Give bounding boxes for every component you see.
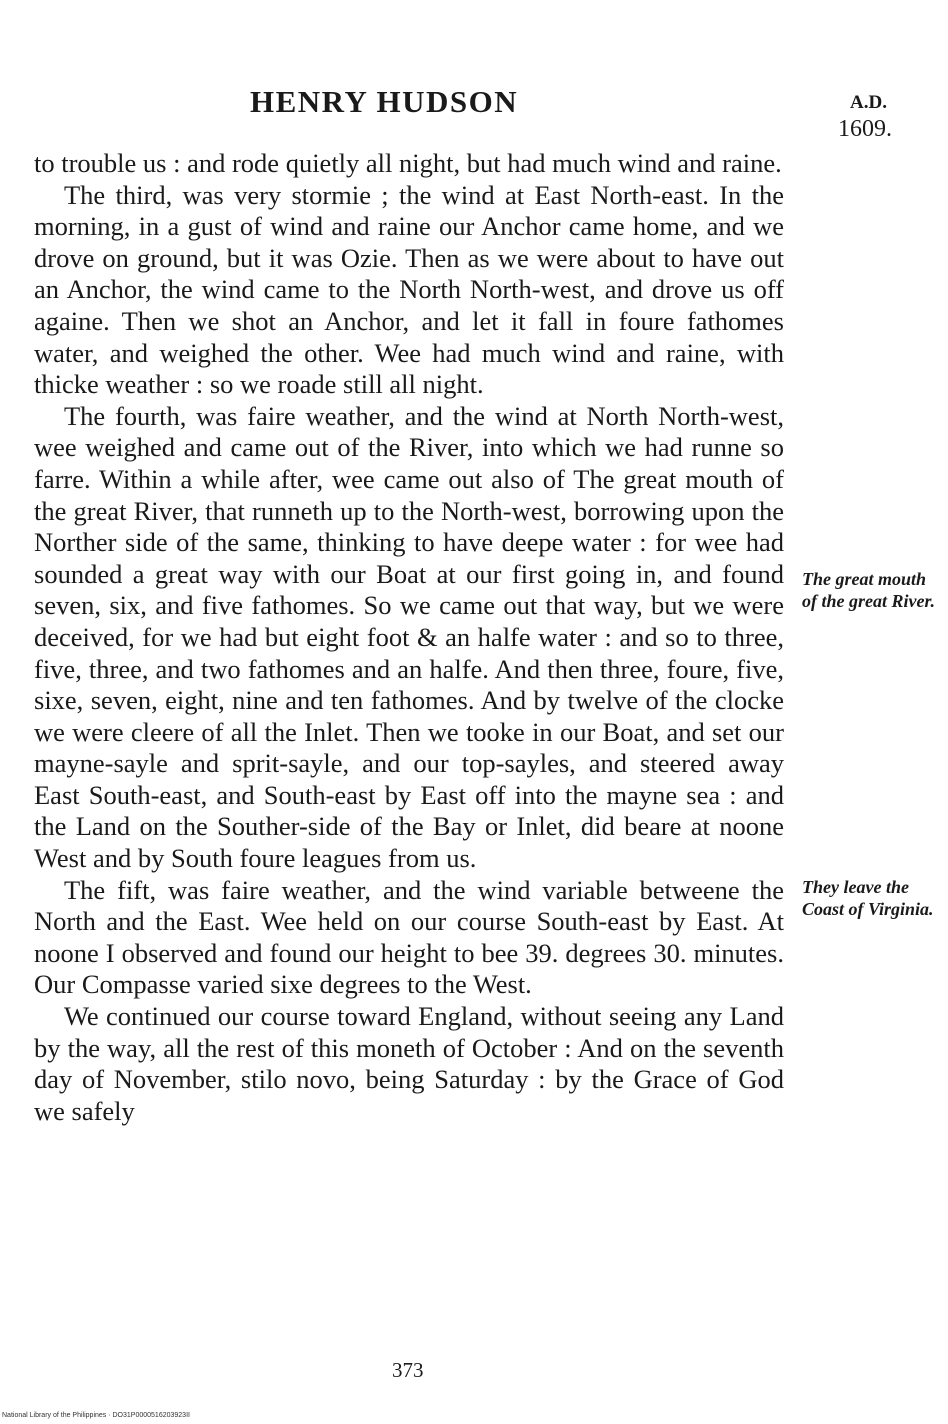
margin-note-leave-coast: They leave the Coast of Virginia.	[802, 877, 934, 919]
body-text	[34, 148, 784, 1127]
paragraph-1: to trouble us : and rode quietly all night, but had much wind and raine.	[34, 148, 782, 178]
running-head-year: 1609.	[838, 116, 892, 142]
running-head-title: HENRY HUDSON	[250, 84, 519, 119]
paragraph-3: The fourth, was faire weather, and the wind at North North-west, wee weighed and came out of the River, into which we had runne so farre. Within a while after, wee came out also of The great mouth of the great River, that runneth up to the North-west, borrowing upon the Norther side of the same, thinking to have deepe water : for wee had sounded a great way with our Boat at our first going in, and found seven, six, and five fathomes. So we came out that way, but we were deceived, for we had but eight foot & an halfe water : and so to three, five, three, and two fathomes and an halfe. And then three, foure, five, sixe, seven, eight, nine and ten fathomes. And by twelve of the clocke we were cleere of all the Inlet. Then we tooke in our Boat, and set our mayne-sayle and sprit-sayle, and our top-sayles, and steered away East South-east, and South-east by East off into the mayne sea : and the Land on the Souther-side of the Bay or Inlet, did beare at noone West and by South foure leagues from us.	[34, 400, 784, 874]
running-head-ad: A.D.	[850, 92, 887, 113]
page-number: 373	[392, 1358, 424, 1382]
margin-note-great-river: The great mouth of the great River.	[802, 569, 935, 611]
paragraph-2: The third, was very stormie ; the wind at East North-east. In the morning, in a gust of wind and raine our Anchor came home, and we drove on ground, but it was Ozie. Then as we were about to have out an Anchor, the wind came to the North North-west, and drove us off againe. Then we shot an Anchor, and let it fall in foure fathomes water, and weighed the other. Wee had much wind and raine, with thicke weather : so we roade still all night.	[34, 179, 784, 400]
paragraph-4: The fift, was faire weather, and the wind variable betweene the North and the East. Wee held on our course South-east by East. At noone I observed and found our height to bee 39. degrees 30. minutes. Our Compasse varied sixe degrees to the West.	[34, 874, 784, 1000]
paragraph-5: We continued our course toward England, without seeing any Land by the way, all the rest of this moneth of October : And on the seventh day of November, stilo novo, being Saturday : by the Grace of God we safely	[34, 1001, 784, 1126]
library-footer: National Library of the Philippines · DO31P0000516203923II	[2, 1412, 190, 1419]
